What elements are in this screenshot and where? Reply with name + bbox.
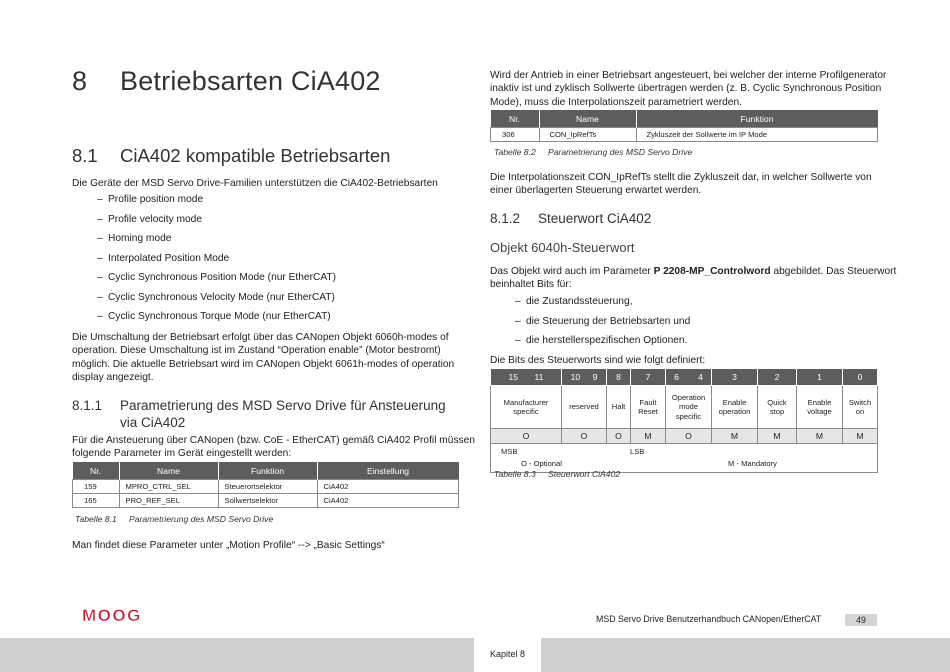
bits-list — [515, 296, 690, 355]
object-title: Objekt 6040h-Steuerwort — [490, 240, 635, 255]
interpolation-time-text: Die Interpolationszeit CON_IpRefTs stellt die Zykluszeit dar, in welcher Sollwerte von einer überlagerten Steuerung erwartet werden. — [490, 172, 872, 197]
parameter-table-2 — [490, 110, 878, 142]
list-item: – Profile position mode — [97, 194, 336, 214]
list-item: – Homing mode — [97, 233, 336, 253]
subsection-title-8-1-1: 8.1.1 Parametrierung des MSD Servo Drive für Ansteuerung via CiA402 — [72, 398, 446, 430]
column-header: Name — [119, 462, 218, 480]
list-item: – Profile velocity mode — [97, 214, 336, 234]
table-row: 159 MPRO_CTRL_SEL Steuerortselektor CiA402 — [73, 480, 459, 494]
object-text: Das Objekt wird auch im Parameter P 2208-MP_Controlword abgebildet. Das Steuerwort beinhaltet Bits für: — [490, 266, 897, 291]
table-caption-8-2: Tabelle 8.2 Parametrierung des MSD Servo Drive — [494, 147, 693, 157]
list-item: – Cyclic Synchronous Torque Mode (nur EtherCAT) — [97, 311, 336, 331]
section-title: 8.1 CiA402 kompatible Betriebsarten — [72, 145, 391, 166]
bit-description-row: Manufacturer specific reserved Halt Fault Reset Operation mode specific Enable operation Quick stop Enable voltage Switch on — [491, 386, 878, 429]
column-header: Funktion — [218, 462, 317, 480]
svg-text:MOOG: MOOG — [82, 606, 142, 625]
bits-definition-text: Die Bits des Steuerworts sind wie folgt definiert: — [490, 355, 706, 366]
chapter-title: 8 Betriebsarten CiA402 — [72, 66, 381, 96]
footer-bar-right — [541, 638, 950, 672]
subsection-title-8-1-2: 8.1.2 Steuerwort CiA402 — [490, 211, 652, 226]
list-item: – Cyclic Synchronous Velocity Mode (nur EtherCAT) — [97, 292, 336, 312]
list-item: – die Zustandssteuerung, — [515, 296, 690, 316]
table-row: 165 PRO_REF_SEL Sollwertselektor CiA402 — [73, 494, 459, 508]
moog-logo — [82, 604, 164, 626]
bit-number-row: 15 11 10 9 8 7 6 4 3 2 1 0 — [491, 369, 878, 386]
table-caption-8-3: Tabelle 8.3 Steuerwort CiA402 — [494, 469, 621, 479]
controlword-bit-table — [490, 369, 878, 473]
legend-row: MSB LSB O - Optional M - Mandatory — [491, 444, 878, 473]
cia402-setup-text: Für die Ansteuerung über CANopen (bzw. CoE - EtherCAT) gemäß CiA402 Profil müssen folgende Parameter im Gerät eingestellt werden: — [72, 435, 475, 460]
footer-bar-left — [0, 638, 474, 672]
moog-logo-mark — [82, 604, 164, 626]
column-header: Name — [539, 110, 636, 128]
column-header: Funktion — [636, 110, 878, 128]
intro-text: Die Geräte der MSD Servo Drive-Familien unterstützen die CiA402-Betriebsarten — [72, 178, 438, 189]
list-item: – die Steuerung der Betriebsarten und — [515, 316, 690, 336]
table-caption-8-1: Tabelle 8.1 Parametrierung des MSD Servo Drive — [75, 514, 274, 524]
modes-list — [97, 194, 336, 331]
list-item: – Interpolated Position Mode — [97, 253, 336, 273]
list-item: – die herstellerspezifischen Optionen. — [515, 335, 690, 355]
list-item: – Cyclic Synchronous Position Mode (nur EtherCAT) — [97, 272, 336, 292]
table-row: 306 CON_IpRefTs Zykluszeit der Sollwerte im IP Mode — [491, 128, 878, 142]
column-header: Einstellung — [317, 462, 459, 480]
page-number: 49 — [845, 614, 877, 626]
column-header: Nr. — [73, 462, 120, 480]
manual-title: MSD Servo Drive Benutzerhandbuch CANopen/EtherCAT — [596, 614, 822, 624]
mode-switch-paragraph: Die Umschaltung der Betriebsart erfolgt über das CANopen Objekt 6060h-modes of operation. Diese Umschaltung ist im Zustand “Operation enable” (Motor bestromt) möglich. Die aktuelle Betriebsart wird im CANopen Objekt 6061h-modes of operation display angezeigt. — [72, 332, 455, 384]
optional-mandatory-row: O O O M O M M M M — [491, 429, 878, 444]
motion-profile-text: Man findet diese Parameter unter „Motion Profile“ --> „Basic Settings“ — [72, 540, 385, 551]
column-header: Nr. — [491, 110, 540, 128]
interpolation-intro: Wird der Antrieb in einer Betriebsart angesteuert, bei welcher der interne Profilgenerator inaktiv ist und zyklisch Sollwerte übertragen werden (z. B. Cyclic Synchronous Position Mode), muss die Interpolationszeit parametriert werden. — [490, 70, 887, 108]
chapter-tab[interactable]: Kapitel 8 — [474, 638, 541, 672]
parameter-table-1 — [72, 462, 459, 508]
